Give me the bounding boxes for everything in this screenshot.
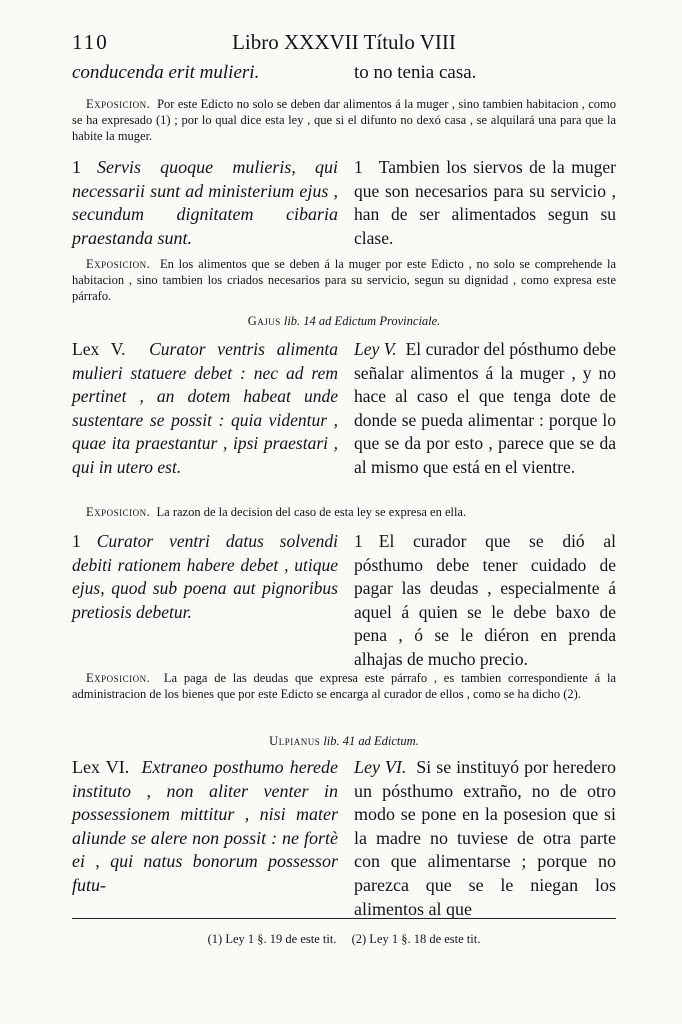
latin-column	[72, 338, 338, 479]
source-author: Ulpianus	[269, 734, 321, 748]
spanish-text: El curador del pósthumo debe señalar alimentos á la muger , y no hace al caso el que tenga dote de donde se pueda alimentar : porque lo que se da por esto , parece que se da al mismo que está en el vientre.	[354, 339, 617, 477]
exposition-4	[72, 670, 616, 702]
lex-heading: Lex VI.	[72, 757, 130, 777]
page-number: 110	[72, 30, 109, 54]
running-title: Libro XXXVII Título VIII	[232, 30, 456, 54]
spanish-column	[354, 756, 616, 921]
footnotes	[72, 932, 616, 947]
source-citation-2	[72, 734, 616, 749]
spanish-column	[354, 530, 616, 671]
spanish-column	[354, 156, 616, 250]
latin-text: Extraneo posthumo herede instituto , non aliter venter in possessionem mittitur , nisi mater aliunde se alere non possit : ne fortè ei , qui natus bonorum possessor futu-	[72, 757, 338, 895]
latin-continuation: conducenda erit mulieri.	[72, 62, 260, 83]
paragraph-number: 1	[354, 157, 363, 177]
latin-column	[72, 756, 338, 898]
lex-heading: Lex V.	[72, 339, 126, 359]
paragraph-1	[72, 156, 616, 252]
spanish-continuation: to no tenia casa.	[354, 62, 477, 83]
footnote-2: (2) Ley 1 §. 18 de este tit.	[351, 932, 481, 946]
exposition-label: Exposicion.	[86, 257, 151, 271]
spanish-text: Si se instituyó por heredero un pósthumo extraño, no de otro modo se pone en la posesion que si la madre no tuviese de otra parte con que alimentarse ; porque no parezca que se le niegan los alimentos al que	[354, 757, 617, 919]
latin-text: Curator ventri datus solvendi debiti rationem habere debet , utique ejus, quod sub poena aut pignoribus pretiosis debetur.	[72, 531, 338, 622]
latin-column	[72, 530, 338, 624]
exposition-text: Por este Edicto no solo se deben dar alimentos á la muger , sino tambien habitacion , como se ha expresado (1) ; por lo qual dice esta ley , que si el difunto no dexó casa , se alquilará una para que la habite la muger.	[72, 97, 617, 143]
latin-text: Curator ventris alimenta mulieri statuere debet : nec ad rem pertinet , an dotem habeat unde sustentare se possit : quia videntur , quae ita praestantur , ipsi praestari , qui in utero est.	[72, 339, 338, 477]
ley-heading: Ley V.	[354, 339, 397, 359]
spanish-text: Tambien los siervos de la muger que son necesarios para su servicio , han de ser alimentados segun su clase.	[354, 157, 616, 248]
spanish-text: El curador que se dió al pósthumo debe tener cuidado de pagar las deudas , especialmente á aquel á quien se le debe baxo de pena , ó se le diéron en prenda alhajas de mucho precio.	[354, 531, 616, 669]
latin-text: Servis quoque mulieris, qui necessarii sunt ad ministerium ejus , secundum dignitatem cibaria praestanda sunt.	[72, 157, 338, 248]
exposition-1	[72, 96, 616, 144]
footnote-rule	[72, 918, 616, 919]
source-citation-1	[72, 314, 616, 329]
paragraph-number: 1	[72, 157, 81, 177]
lex-6	[72, 756, 617, 919]
exposition-text: En los alimentos que se deben á la muger por este Edicto , no solo se comprehende la habitacion , sino tambien los criados necesarios para su servicio, segun su dignidad , como expresa este párrafo.	[72, 257, 616, 303]
paragraph-number: 1	[72, 531, 81, 551]
document-page	[72, 0, 616, 1024]
lex-5	[72, 338, 616, 502]
exposition-label: Exposicion.	[86, 97, 151, 111]
exposition-3	[72, 504, 616, 520]
footnote-1: (1) Ley 1 §. 19 de este tit.	[207, 932, 337, 946]
ley-heading: Ley VI.	[354, 757, 407, 777]
latin-column	[72, 156, 338, 250]
paragraph-number: 1	[354, 531, 363, 551]
exposition-text: La razon de la decision del caso de esta ley se expresa en ella.	[156, 505, 467, 519]
source-reference: lib. 14 ad Edictum Provinciale.	[283, 314, 441, 328]
spanish-column	[354, 338, 616, 479]
exposition-2	[72, 256, 616, 304]
source-reference: lib. 41 ad Edictum.	[323, 734, 419, 748]
source-author: Gajus	[247, 314, 281, 328]
exposition-label: Exposicion.	[86, 671, 151, 685]
exposition-label: Exposicion.	[86, 505, 151, 519]
paragraph-2	[72, 530, 616, 669]
page-header	[72, 30, 616, 58]
exposition-text: La paga de las deudas que expresa este párrafo , es tambien correspondiente á la administracion de los bienes que por este Edicto se encarga al curador de ellos , como se ha dicho (2).	[72, 671, 616, 701]
